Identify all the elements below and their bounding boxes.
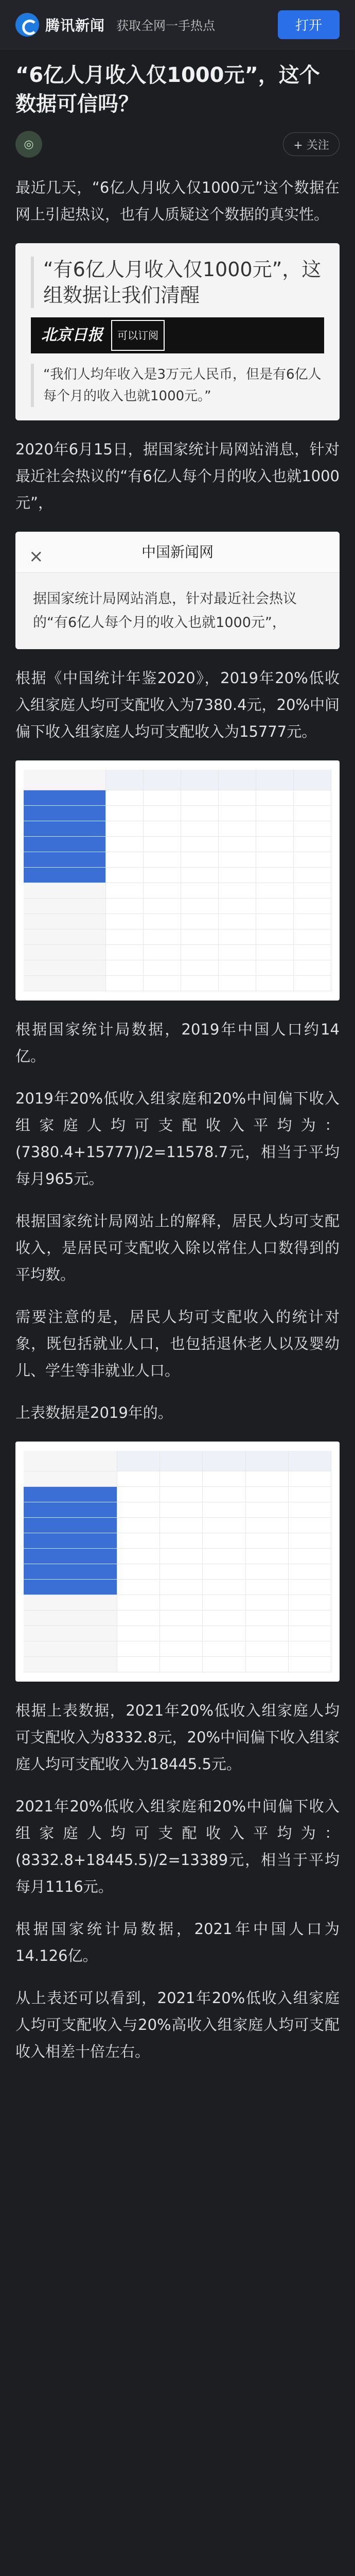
table-cell [117,1641,160,1656]
table-cell [181,770,219,790]
table-row [24,883,331,899]
subscribe-tag: 可以订阅 [111,320,165,351]
table-cell [160,1595,203,1610]
table-cell [160,1502,203,1517]
table-cell [203,1641,245,1656]
table-cell [106,883,144,898]
chinanews-header [15,532,340,573]
table-row [24,1595,331,1611]
table-cell [203,1611,245,1625]
table-cell [256,929,294,944]
table-cell [106,868,144,883]
table-cell [203,1487,245,1502]
chinanews-screenshot [15,532,340,649]
table-cell [160,1518,203,1533]
table-cell [160,1611,203,1625]
table-cell [219,821,256,836]
table-cell [24,1518,117,1533]
table-cell [256,899,294,913]
table-cell [203,1451,245,1471]
table-cell [203,1564,245,1579]
table-cell [289,1549,331,1564]
table-cell [24,1595,117,1610]
table-cell [181,837,219,852]
table-cell [106,770,144,790]
app-top-bar [0,0,355,49]
table-cell [181,976,219,991]
table-cell [289,1502,331,1517]
table-cell [144,883,181,898]
table-cell [117,1487,160,1502]
table-cell [246,1657,289,1672]
table-row [24,837,331,852]
table-cell [203,1580,245,1595]
table-cell [181,945,219,960]
table-cell [289,1471,331,1486]
table-cell [24,899,106,913]
table-row [24,1641,331,1657]
table-cell [219,770,256,790]
table-cell [24,976,106,991]
table-cell [256,976,294,991]
table-cell [256,790,294,805]
table-row [24,1611,331,1626]
table-cell [219,929,256,944]
table-cell [24,1611,117,1625]
table-cell [106,852,144,867]
table-cell [106,929,144,944]
table-row [24,806,331,821]
open-app-button[interactable]: 打开 [278,10,340,39]
table-cell [181,929,219,944]
table-cell [144,806,181,821]
table-cell [181,883,219,898]
table-cell [289,1611,331,1625]
table-cell [289,1626,331,1641]
table-cell [106,945,144,960]
table-row [24,868,331,883]
table-cell [24,1564,117,1579]
table-cell [160,1657,203,1672]
table-cell [256,914,294,929]
table-cell [294,976,331,991]
table-cell [294,837,331,852]
table-row [24,976,331,991]
table-cell [294,899,331,913]
avatar[interactable]: ◎ [15,131,42,158]
table-cell [203,1518,245,1533]
app-name: 腾讯新闻 [45,16,105,34]
table-cell [181,868,219,883]
table-cell [246,1611,289,1625]
table-cell [256,821,294,836]
table-cell [181,852,219,867]
table-cell [144,960,181,975]
table-cell [160,1641,203,1656]
table-cell [24,770,106,790]
table-cell [117,1626,160,1641]
table-row [24,1471,331,1487]
table-cell [117,1533,160,1548]
table-cell [160,1451,203,1471]
table-cell [24,1471,117,1486]
table-cell [181,806,219,821]
table-cell [219,852,256,867]
table-row [24,1657,331,1672]
table-cell [246,1564,289,1579]
table-row [24,945,331,960]
table-cell [24,1487,117,1502]
table-cell [289,1595,331,1610]
table-cell [24,960,106,975]
paragraph: 上表数据是2019年的。 [15,1404,173,1421]
table-row [24,1451,331,1471]
table-cell [203,1657,245,1672]
table-cell [203,1626,245,1641]
table-cell [144,914,181,929]
paragraph: 2020年6月15日，据国家统计局网站消息，针对最近社会热议的“有6亿人每个月的收入也就1000元”， [15,440,340,512]
table-cell [144,929,181,944]
table-cell [144,770,181,790]
table-cell [246,1549,289,1564]
author-row [15,128,340,161]
paragraph: 根据国家统计局数据，2021年中国人口为14.126亿。 [15,1920,340,1964]
table-cell [24,790,106,805]
table-cell [256,945,294,960]
table-cell [294,868,331,883]
app-slogan: 获取全网一手热点 [116,19,216,33]
table-cell [219,914,256,929]
table-row [24,852,331,868]
table-cell [246,1487,289,1502]
table-cell [181,914,219,929]
table-cell [106,960,144,975]
table-row [24,914,331,929]
table-cell [144,790,181,805]
table-cell [219,790,256,805]
table-cell [117,1657,160,1672]
table-cell [294,929,331,944]
table-cell [219,868,256,883]
table-cell [289,1451,331,1471]
paragraph: 2019年20%低收入组家庭和20%中间偏下收入组家庭人均可支配收入平均为：(7380.4+15777)/2=11578.7元，相当于平均每月965元。 [15,1090,340,1188]
table-cell [24,1451,117,1471]
table-cell [144,821,181,836]
table-cell [203,1595,245,1610]
table-cell [289,1533,331,1548]
table-cell [246,1595,289,1610]
table-cell [203,1549,245,1564]
table-cell [24,1533,117,1548]
follow-button[interactable]: + 关注 [283,132,340,156]
table-cell [294,790,331,805]
paragraph: 根据上表数据，2021年20%低收入组家庭人均可支配收入为8332.8元，20%中间偏下收入组家庭人均可支配收入为18445.5元。 [15,1702,340,1773]
table-cell [160,1487,203,1502]
table-cell [144,976,181,991]
table-cell [144,868,181,883]
table-row [24,770,331,790]
table-cell [289,1487,331,1502]
table-cell [117,1471,160,1486]
table-cell [24,1657,117,1672]
table-cell [294,770,331,790]
table-row [24,1580,331,1595]
paragraph: 根据国家统计局数据，2019年中国人口约14亿。 [15,1021,340,1065]
table-cell [24,1549,117,1564]
table-cell [106,976,144,991]
table-cell [256,770,294,790]
beijing-daily-banner [31,317,324,353]
table-row [24,1549,331,1564]
table-cell [24,1641,117,1656]
paragraph: 2021年20%低收入组家庭和20%中间偏下收入组家庭人均可支配收入平均为：(8332.8+18445.5)/2=13389元，相当于平均每月1116元。 [15,1798,340,1895]
table-row [24,929,331,945]
table-cell [117,1502,160,1517]
table-cell [144,852,181,867]
table-cell [256,868,294,883]
table-cell [24,868,106,883]
table-cell [24,821,106,836]
table-cell [24,837,106,852]
table-cell [106,914,144,929]
beijing-daily-screenshot [15,243,340,420]
table-cell [203,1471,245,1486]
table-cell [24,914,106,929]
table-cell [294,852,331,867]
table-cell [106,790,144,805]
table-cell [246,1580,289,1595]
table-cell [117,1518,160,1533]
table-cell [294,945,331,960]
table-cell [106,837,144,852]
table-cell [289,1657,331,1672]
table-cell [144,945,181,960]
table-cell [24,806,106,821]
table-cell [246,1626,289,1641]
close-icon: × [29,546,44,567]
table-row [24,790,331,806]
table-cell [289,1641,331,1656]
table-cell [117,1611,160,1625]
income-table-image-2022 [15,1442,340,1682]
table-cell [117,1451,160,1471]
table-cell [294,883,331,898]
table-cell [160,1471,203,1486]
table-cell [289,1518,331,1533]
table-cell [256,960,294,975]
card-headline: “有6亿人月收入仅1000元”，这组数据让我们清醒 [31,257,324,308]
table-cell [181,899,219,913]
table-row [24,1626,331,1641]
table-cell [24,852,106,867]
table-row [24,1502,331,1518]
table-cell [294,821,331,836]
table-cell [117,1564,160,1579]
table-row [24,1533,331,1549]
table-cell [256,806,294,821]
chinanews-body: 据国家统计局网站消息，针对最近社会热议的“有6亿人每个月的收入也就1000元”， [15,573,340,649]
table-cell [160,1626,203,1641]
table-cell [219,837,256,852]
table-cell [24,1502,117,1517]
table-cell [160,1549,203,1564]
table-cell [24,1580,117,1595]
table-cell [219,960,256,975]
table-cell [106,821,144,836]
table-cell [24,945,106,960]
app-logo[interactable] [15,13,105,37]
table-cell [246,1641,289,1656]
table-cell [160,1580,203,1595]
table-cell [246,1533,289,1548]
table-cell [294,806,331,821]
table-cell [117,1595,160,1610]
table-row [24,1487,331,1502]
table-row [24,1564,331,1580]
table-cell [203,1502,245,1517]
table-cell [294,960,331,975]
table-row [24,960,331,976]
table-cell [117,1580,160,1595]
table-cell [219,806,256,821]
table-cell [246,1502,289,1517]
table-cell [246,1471,289,1486]
table-cell [144,837,181,852]
table-cell [246,1451,289,1471]
paragraph: 根据《中国统计年鉴2020》，2019年20%低收入组家庭人均可支配收入为7380.4元，20%中间偏下收入组家庭人均可支配收入为15777元。 [15,669,340,740]
table-cell [160,1564,203,1579]
table-row [24,821,331,837]
income-table-image-2020 [15,760,340,1001]
chinanews-title: 中国新闻网 [141,543,214,561]
table-cell [24,883,106,898]
table-cell [144,899,181,913]
table-cell [289,1564,331,1579]
table-cell [246,1518,289,1533]
article-body [15,174,340,2080]
table-cell [181,790,219,805]
table-cell [117,1549,160,1564]
table-cell [203,1533,245,1548]
paragraph: 需要注意的是，居民人均可支配收入的统计对象，既包括就业人口，也包括退休老人以及婴幼儿、学生等非就业人口。 [15,1308,340,1379]
table-cell [219,883,256,898]
table-cell [181,821,219,836]
table-cell [256,852,294,867]
card-quote: “我们人均年收入是3万元人民币，但是有6亿人每个月的收入也就1000元。” [31,364,324,407]
table-cell [294,914,331,929]
beijing-daily-logo: 北京日报 [41,326,103,344]
table-cell [219,976,256,991]
table-cell [106,899,144,913]
table-cell [24,929,106,944]
article-title: “6亿人月收入仅1000元”，这个数据可信吗？ [15,63,320,116]
table-row [24,1518,331,1533]
table-cell [256,837,294,852]
table-cell [289,1580,331,1595]
table-cell [219,945,256,960]
tencent-news-logo-icon [15,13,39,37]
paragraph: 从上表还可以看到，2021年20%低收入组家庭人均可支配收入与20%高收入组家庭人均可支配收入相差十倍左右。 [15,1989,340,2060]
paragraph: 根据国家统计局网站上的解释，居民人均可支配收入，是居民可支配收入除以常住人口数得到的平均数。 [15,1212,340,1283]
table-cell [106,806,144,821]
table-cell [24,1626,117,1641]
paragraph: 最近几天，“6亿人月收入仅1000元”这个数据在网上引起热议，也有人质疑这个数据的真实性。 [15,179,340,223]
table-row [24,899,331,914]
table-cell [256,883,294,898]
table-cell [160,1533,203,1548]
table-cell [219,899,256,913]
table-cell [181,960,219,975]
